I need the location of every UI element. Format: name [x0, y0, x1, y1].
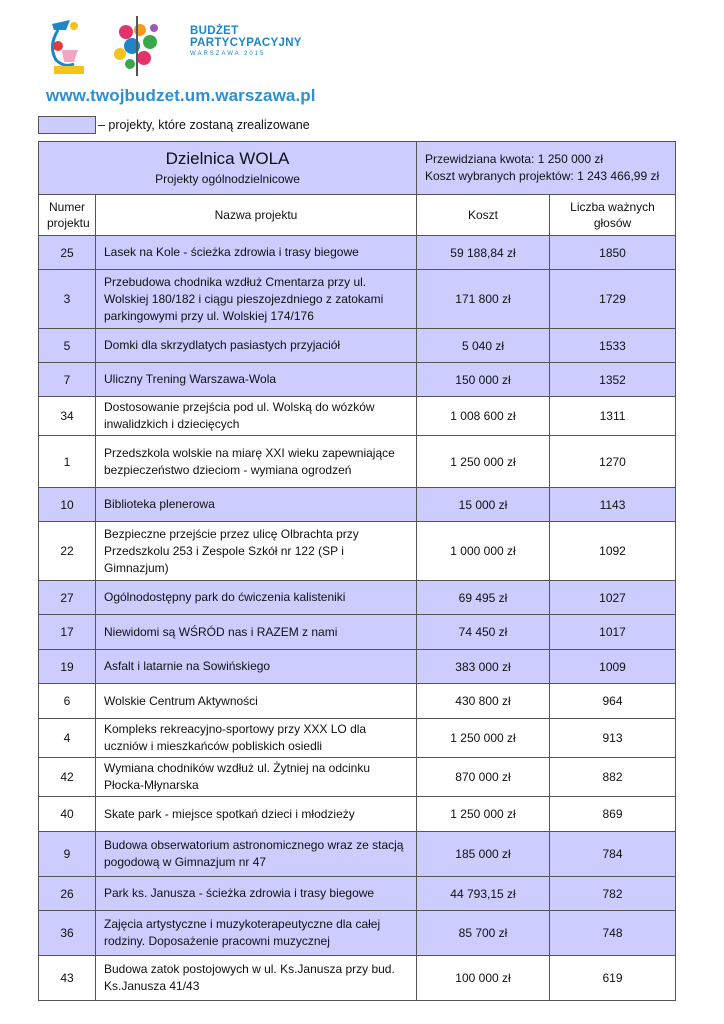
- legend: [38, 116, 310, 134]
- project-number: 6: [39, 684, 96, 719]
- project-votes: 1533: [550, 329, 676, 363]
- column-header-votes: Liczba ważnych głosów: [550, 195, 676, 236]
- project-votes: 619: [550, 956, 676, 1001]
- project-cost: 5 040 zł: [417, 329, 550, 363]
- table-row: [39, 650, 676, 684]
- page-header: [40, 12, 700, 82]
- project-votes: 748: [550, 911, 676, 956]
- project-number: 26: [39, 877, 96, 911]
- project-number: 19: [39, 650, 96, 684]
- project-name: Kompleks rekreacyjno-sportowy przy XXX LO dla uczniów i mieszkańców pobliskich osiedli: [96, 719, 417, 758]
- project-cost: 150 000 zł: [417, 363, 550, 397]
- project-cost: 870 000 zł: [417, 758, 550, 797]
- project-votes: 1009: [550, 650, 676, 684]
- project-name: Uliczny Trening Warszawa-Wola: [96, 363, 417, 397]
- legend-swatch: [38, 116, 96, 134]
- project-number: 25: [39, 236, 96, 270]
- project-name: Biblioteka plenerowa: [96, 488, 417, 522]
- selected-cost: Koszt wybranych projektów: 1 243 466,99 zł: [425, 169, 660, 183]
- project-number: 9: [39, 832, 96, 877]
- project-cost: 1 250 000 zł: [417, 436, 550, 488]
- table-row: [39, 270, 676, 329]
- district-title-cell: [39, 142, 417, 195]
- column-header-name: Nazwa projektu: [96, 195, 417, 236]
- project-cost: 15 000 zł: [417, 488, 550, 522]
- project-cost: 74 450 zł: [417, 615, 550, 650]
- project-cost: 69 495 zł: [417, 581, 550, 615]
- table-row: [39, 397, 676, 436]
- table-row: [39, 877, 676, 911]
- table-row: [39, 911, 676, 956]
- column-header-cost: Koszt: [417, 195, 550, 236]
- column-header-number: Numer projektu: [39, 195, 96, 236]
- project-cost: 44 793,15 zł: [417, 877, 550, 911]
- project-number: 3: [39, 270, 96, 329]
- project-votes: 784: [550, 832, 676, 877]
- project-number: 17: [39, 615, 96, 650]
- project-cost: 1 000 000 zł: [417, 522, 550, 581]
- project-cost: 383 000 zł: [417, 650, 550, 684]
- project-name: Dostosowanie przejścia pod ul. Wolską do wózków inwalidzkich i dziecięcych: [96, 397, 417, 436]
- logo-divider: [136, 16, 138, 76]
- project-votes: 1017: [550, 615, 676, 650]
- project-number: 42: [39, 758, 96, 797]
- project-name: Przebudowa chodnika wzdłuż Cmentarza przy ul. Wolskiej 180/182 i ciągu pieszojezdniego z zatokami parkingowymi przy ul. Wolskiej 174/176: [96, 270, 417, 329]
- column-header-row: [39, 195, 676, 236]
- project-name: Domki dla skrzydlatych pasiastych przyjaciół: [96, 329, 417, 363]
- brand-text: [190, 26, 302, 57]
- brand-line-3: WARSZAWA 2015: [190, 51, 266, 57]
- project-cost: 430 800 zł: [417, 684, 550, 719]
- table-row: [39, 522, 676, 581]
- project-name: Przedszkola wolskie na miarę XXI wieku zapewniające bezpieczeństwo dzieciom - wymiana ogrodzeń: [96, 436, 417, 488]
- project-cost: 1 008 600 zł: [417, 397, 550, 436]
- project-name: Asfalt i latarnie na Sowińskiego: [96, 650, 417, 684]
- project-number: 36: [39, 911, 96, 956]
- project-votes: 1311: [550, 397, 676, 436]
- brand-line-1: BUDŻET: [190, 25, 239, 37]
- project-number: 22: [39, 522, 96, 581]
- project-cost: 1 250 000 zł: [417, 797, 550, 832]
- project-votes: 913: [550, 719, 676, 758]
- project-cost: 85 700 zł: [417, 911, 550, 956]
- project-number: 10: [39, 488, 96, 522]
- project-name: Budowa obserwatorium astronomicznego wraz ze stacją pogodową w Gimnazjum nr 47: [96, 832, 417, 877]
- projects-table: [38, 141, 676, 1001]
- project-number: 27: [39, 581, 96, 615]
- project-number: 40: [39, 797, 96, 832]
- project-number: 43: [39, 956, 96, 1001]
- district-header-row: [39, 142, 676, 195]
- table-row: [39, 719, 676, 758]
- project-votes: 1729: [550, 270, 676, 329]
- project-votes: 1143: [550, 488, 676, 522]
- project-votes: 782: [550, 877, 676, 911]
- project-votes: 1027: [550, 581, 676, 615]
- table-row: [39, 758, 676, 797]
- project-cost: 59 188,84 zł: [417, 236, 550, 270]
- project-votes: 882: [550, 758, 676, 797]
- project-cost: 185 000 zł: [417, 832, 550, 877]
- warsaw-mascot-logo: [44, 16, 100, 80]
- project-name: Park ks. Janusza - ścieżka zdrowia i trasy biegowe: [96, 877, 417, 911]
- project-name: Budowa zatok postojowych w ul. Ks.Janusza przy bud. Ks.Janusza 41/43: [96, 956, 417, 1001]
- table-row: [39, 329, 676, 363]
- project-votes: 869: [550, 797, 676, 832]
- table-row: [39, 615, 676, 650]
- project-name: Zajęcia artystyczne i muzykoterapeutyczne dla całej rodziny. Doposażenie pracowni muzycznej: [96, 911, 417, 956]
- project-name: Niewidomi są WŚRÓD nas i RAZEM z nami: [96, 615, 417, 650]
- district-subtitle: Projekty ogólnodzielnicowe: [155, 171, 300, 186]
- table-row: [39, 363, 676, 397]
- project-votes: 1850: [550, 236, 676, 270]
- table-row: [39, 832, 676, 877]
- project-cost: 1 250 000 zł: [417, 719, 550, 758]
- table-row: [39, 236, 676, 270]
- district-title: Dzielnica WOLA: [165, 148, 290, 168]
- project-number: 1: [39, 436, 96, 488]
- planned-amount: Przewidziana kwota: 1 250 000 zł: [425, 152, 604, 166]
- brand-line-2: PARTYCYPACYJNY: [190, 36, 302, 49]
- project-number: 7: [39, 363, 96, 397]
- table-row: [39, 956, 676, 1001]
- website-url[interactable]: www.twojbudzet.um.warszawa.pl: [46, 86, 316, 105]
- table-row: [39, 684, 676, 719]
- project-number: 5: [39, 329, 96, 363]
- project-number: 4: [39, 719, 96, 758]
- project-name: Wolskie Centrum Aktywności: [96, 684, 417, 719]
- table-row: [39, 581, 676, 615]
- project-votes: 1270: [550, 436, 676, 488]
- table-row: [39, 436, 676, 488]
- project-name: Wymiana chodników wzdłuż ul. Żytniej na odcinku Płocka-Młynarska: [96, 758, 417, 797]
- district-amounts-cell: [417, 142, 676, 195]
- project-number: 34: [39, 397, 96, 436]
- project-votes: 1092: [550, 522, 676, 581]
- project-cost: 100 000 zł: [417, 956, 550, 1001]
- project-name: Skate park - miejsce spotkań dzieci i młodzieży: [96, 797, 417, 832]
- project-cost: 171 800 zł: [417, 270, 550, 329]
- project-name: Ogólnodostępny park do ćwiczenia kalisteniki: [96, 581, 417, 615]
- table-row: [39, 488, 676, 522]
- project-votes: 964: [550, 684, 676, 719]
- project-name: Lasek na Kole - ścieżka zdrowia i trasy biegowe: [96, 236, 417, 270]
- project-name: Bezpieczne przejście przez ulicę Olbrachta przy Przedszkolu 253 i Zespole Szkół nr 122 (SP i Gimnazjum): [96, 522, 417, 581]
- project-votes: 1352: [550, 363, 676, 397]
- legend-text: – projekty, które zostaną zrealizowane: [98, 118, 310, 132]
- table-row: [39, 797, 676, 832]
